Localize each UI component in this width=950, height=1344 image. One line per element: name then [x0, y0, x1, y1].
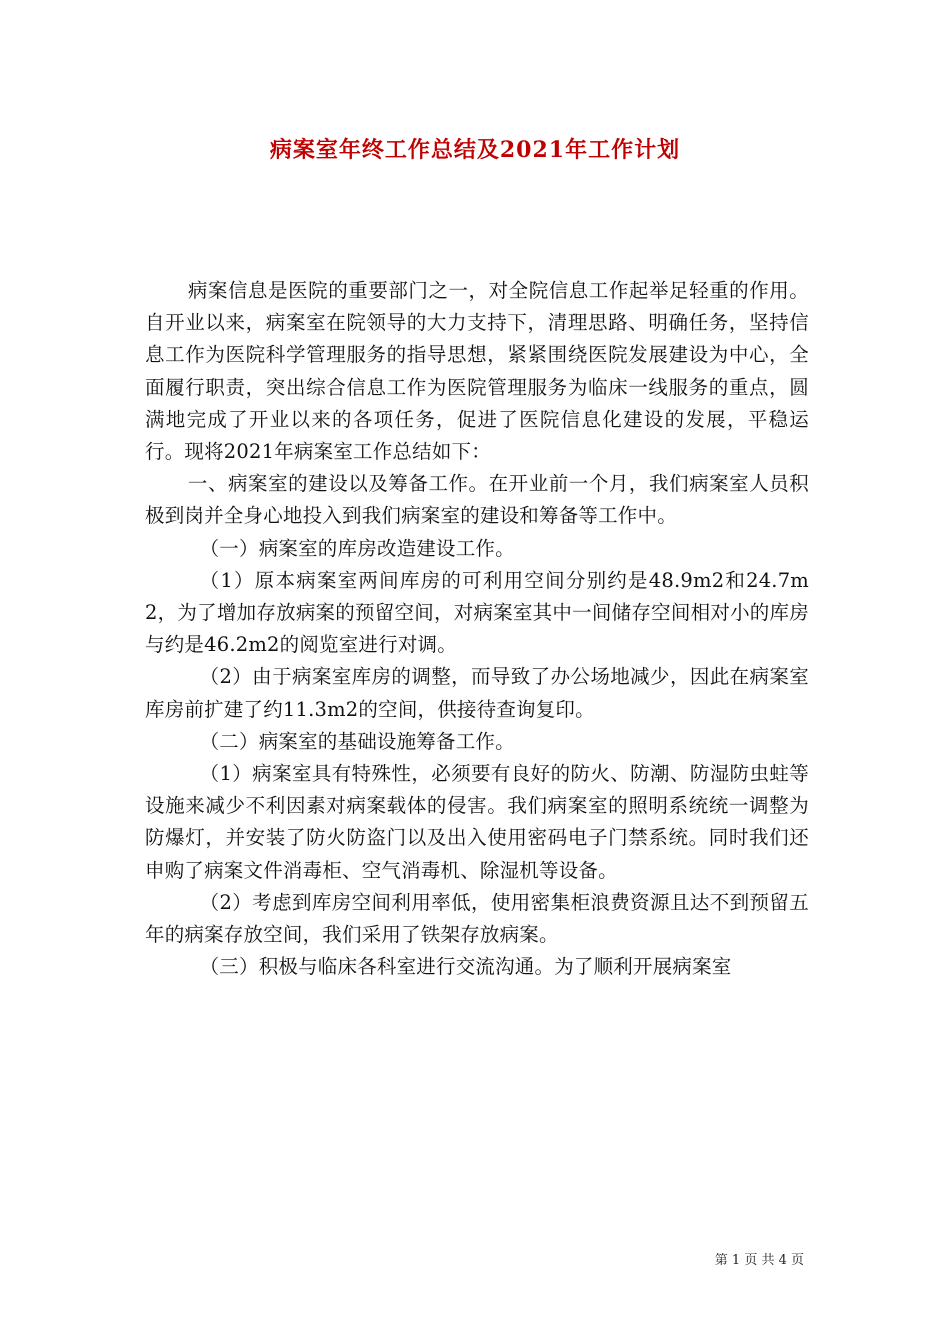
document-body — [145, 275, 809, 983]
item-paragraph-1-1: （1）原本病案室两间库房的可利用空间分别约是48.9m2和24.7m2，为了增加存放病案的预留空间，对病案室其中一间储存空间相对小的库房与约是46.2m2的阅览室进行对调。 — [145, 568, 809, 657]
page-number: 第 1 页 共 4 页 — [714, 1253, 804, 1268]
item-paragraph-1-2: （2）由于病案室库房的调整，而导致了办公场地减少，因此在病案室库房前扩建了约11.3m2的空间，供接待查询复印。 — [145, 665, 809, 721]
document-title: 病案室年终工作总结及2021年工作计划 — [269, 137, 681, 163]
subsection-heading-2: （二）病案室的基础设施筹备工作。 — [199, 729, 515, 753]
item-paragraph-2-2: （2）考虑到库房空间利用率低，使用密集柜浪费资源且达不到预留五年的病案存放空间，我们采用了铁架存放病案。 — [145, 890, 809, 947]
item-paragraph-2-1: （1）病案室具有特殊性，必须要有良好的防火、防潮、防湿防虫蛀等设施来减少不利因素对病案载体的侵害。我们病案室的照明系统统一调整为防爆灯，并安装了防火防盗门以及出入使用密码电子门禁系统。同时我们还申购了病案文件消毒柜、空气消毒机、除湿机等设备。 — [145, 762, 809, 882]
intro-paragraph: 病案信息是医院的重要部门之一，对全院信息工作起举足轻重的作用。自开业以来，病案室在院领导的大力支持下，清理思路、明确任务，坚持信息工作为医院科学管理服务的指导思想，紧紧围绕医院发展建设为中心，全面履行职责，突出综合信息工作为医院管理服务为临床一线服务的重点，圆满地完成了开业以来的各项任务，促进了医院信息化建设的发展，平稳运行。现将2021年病案室工作总结如下： — [145, 279, 809, 464]
subsection-heading-1: （一）病案室的库房改造建设工作。 — [199, 536, 515, 560]
subsection-heading-3: （三）积极与临床各科室进行交流沟通。为了顺利开展病案室 — [199, 955, 732, 979]
section-one-paragraph: 一、病案室的建设以及筹备工作。在开业前一个月，我们病案室人员积极到岗并全身心地投入到我们病案室的建设和筹备等工作中。 — [145, 472, 809, 528]
